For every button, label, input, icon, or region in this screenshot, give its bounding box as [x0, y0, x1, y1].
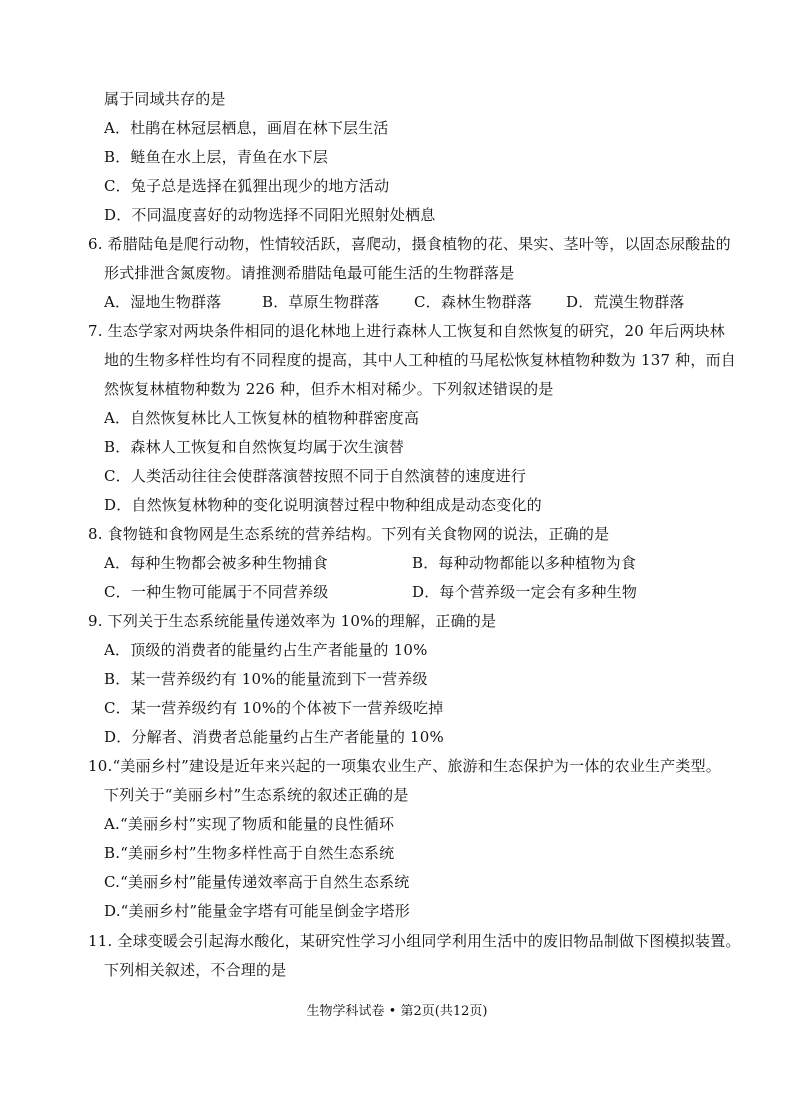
q8-option-c: C．一种生物可能属于不同营养级	[104, 583, 329, 601]
q6-stem-line1: 6. 希腊陆龟是爬行动物，性情较活跃，喜爬动，摄食植物的花、果实、茎叶等，以固态尿酸盐的	[88, 235, 731, 253]
q9-option-c: C．某一营养级约有 10%的个体被下一营养级吃掉	[104, 699, 444, 717]
q6-option-b: B．草原生物群落	[262, 293, 380, 311]
q8-stem: 8. 食物链和食物网是生态系统的营养结构。下列有关食物网的说法，正确的是	[88, 525, 610, 543]
q5-option-c: C．兔子总是选择在狐狸出现少的地方活动	[104, 177, 390, 195]
q6-stem-line2: 形式排泄含氮废物。请推测希腊陆龟最可能生活的生物群落是	[104, 264, 515, 282]
q7-stem-line2: 地的生物多样性均有不同程度的提高，其中人工种植的马尾松恢复林植物种数为 137 种，而自	[104, 351, 736, 369]
q10-option-b: B.“美丽乡村”生物多样性高于自然生态系统	[104, 844, 395, 862]
q9-stem: 9. 下列关于生态系统能量传递效率为 10%的理解，正确的是	[88, 612, 497, 630]
q10-option-a: A.“美丽乡村”实现了物质和能量的良性循环	[104, 815, 395, 833]
q5-option-d: D．不同温度喜好的动物选择不同阳光照射处栖息	[104, 206, 436, 224]
q9-option-b: B．某一营养级约有 10%的能量流到下一营养级	[104, 670, 428, 688]
q11-stem-line1: 11. 全球变暖会引起海水酸化，某研究性学习小组同学利用生活中的废旧物品制做下图模拟装置。	[88, 932, 741, 950]
q8-option-b: B．每种动物都能以多种植物为食	[412, 554, 637, 572]
q7-option-b: B．森林人工恢复和自然恢复均属于次生演替	[104, 438, 405, 456]
q8-option-a: A．每种生物都会被多种生物捕食	[104, 554, 328, 572]
q7-option-d: D．自然恢复林物种的变化说明演替过程中物种组成是动态变化的	[104, 496, 542, 514]
q9-option-d: D．分解者、消费者总能量约占生产者能量的 10%	[104, 728, 444, 746]
q8-option-d: D．每个营养级一定会有多种生物	[412, 583, 638, 601]
q6-option-a: A．湿地生物群落	[104, 293, 222, 311]
q7-stem-line1: 7. 生态学家对两块条件相同的退化林地上进行森林人工恢复和自然恢复的研究，20 年后两块林	[88, 322, 725, 340]
q10-stem-line2: 下列关于“美丽乡村”生态系统的叙述正确的是	[104, 786, 409, 804]
q11-stem-line2: 下列相关叙述，不合理的是	[104, 961, 287, 979]
q7-option-c: C．人类活动往往会使群落演替按照不同于自然演替的速度进行	[104, 467, 527, 485]
q10-stem-line1: 10.“美丽乡村”建设是近年来兴起的一项集农业生产、旅游和生态保护为一体的农业生产类型。	[88, 757, 721, 775]
q7-stem-line3: 然恢复林植物种数为 226 种，但乔木相对稀少。下列叙述错误的是	[104, 380, 554, 398]
q10-option-d: D.“美丽乡村”能量金字塔有可能呈倒金字塔形	[104, 902, 410, 920]
page-footer: 生物学科试卷 • 第2页(共12页)	[306, 1004, 488, 1019]
q7-option-a: A．自然恢复林比人工恢复林的植物种群密度高	[104, 409, 420, 427]
q5-option-a: A．杜鹃在林冠层栖息，画眉在林下层生活	[104, 119, 389, 137]
q10-option-c: C.“美丽乡村”能量传递效率高于自然生态系统	[104, 873, 410, 891]
q5-option-b: B．鲢鱼在水上层，青鱼在水下层	[104, 148, 329, 166]
q6-option-d: D．荒漠生物群落	[566, 293, 685, 311]
q6-option-c: C．森林生物群落	[414, 293, 533, 311]
q5-continuation: 属于同域共存的是	[104, 90, 226, 108]
q9-option-a: A．顶级的消费者的能量约占生产者能量的 10%	[104, 641, 428, 659]
